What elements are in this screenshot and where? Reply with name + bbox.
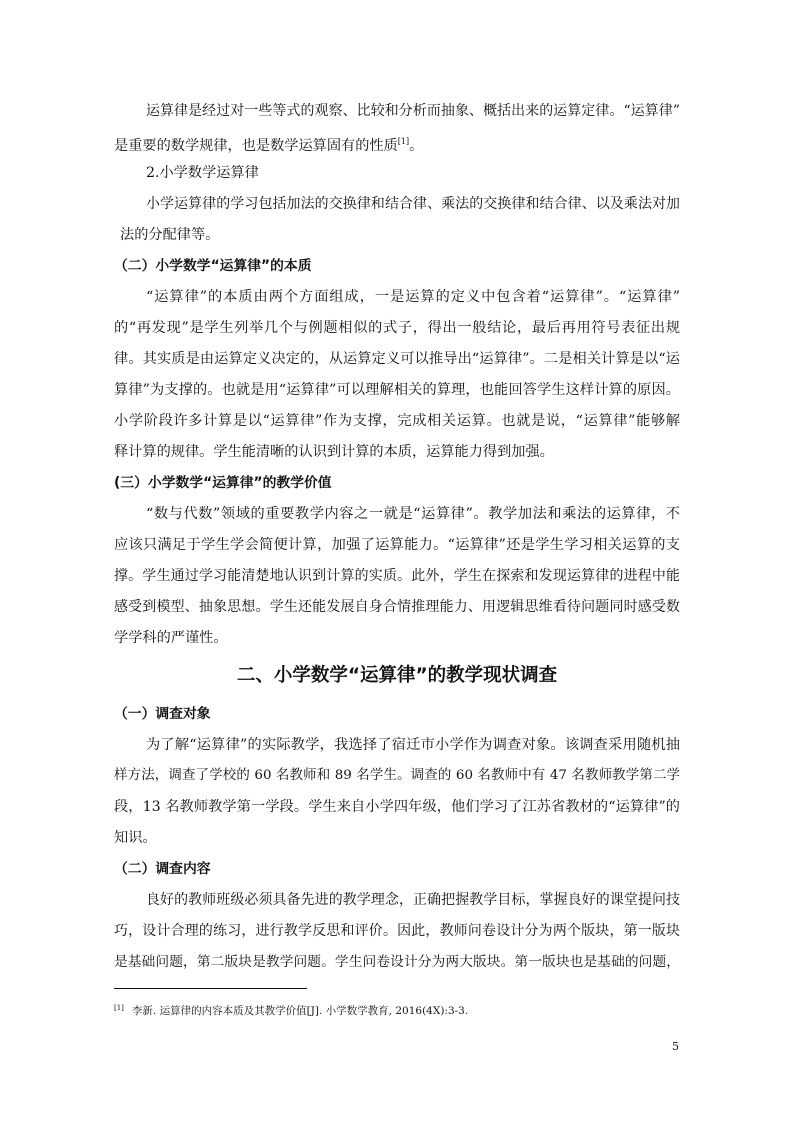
paragraph-line: 段，13 名教师教学第一学段。学生来自小学四年级，他们学习了江苏省教材的“运算律”的 bbox=[114, 799, 680, 815]
paragraph-line: “数与代数”领域的重要教学内容之一就是“运算律”。教学加法和乘法的运算律，不 bbox=[146, 506, 680, 522]
paragraph-line: 知识。 bbox=[114, 830, 157, 846]
chapter-title: 二、小学数学“运算律”的教学现状调查 bbox=[236, 665, 558, 686]
page-number: 5 bbox=[672, 1040, 679, 1053]
paragraph-line: 运算律是经过对一些等式的观察、比较和分析而抽象、概括出来的运算定律。“运算律” bbox=[146, 103, 680, 119]
paragraph-text: 。 bbox=[409, 138, 424, 154]
paragraph-line: 感受到模型、抽象思想。学生还能发展自身合情推理能力、用逻辑思维看待问题同时感受数 bbox=[114, 599, 680, 615]
subsection-title: 2.小学数学运算律 bbox=[146, 165, 259, 181]
footnote bbox=[114, 1000, 468, 1019]
paragraph-text: 是重要的数学规律，也是数学运算固有的性质 bbox=[114, 138, 398, 154]
paragraph-line: 为了解“运算律”的实际教学，我选择了宿迁市小学作为调查对象。该调查采用随机抽 bbox=[146, 737, 680, 753]
paragraph-line: 小学阶段许多计算是以“运算律”作为支撑，完成相关运算。也就是说，“运算律”能够解 bbox=[114, 413, 680, 429]
paragraph-line: 律。其实质是由运算定义决定的，从运算定义可以推导出“运算律”。二是相关计算是以“运 bbox=[114, 351, 680, 367]
section-heading: （二）小学数学“运算律”的本质 bbox=[114, 258, 312, 274]
footnote-divider bbox=[114, 988, 307, 989]
paragraph-line: 小学运算律的学习包括加法的交换律和结合律、乘法的交换律和结合律、以及乘法对加 bbox=[146, 196, 680, 212]
paragraph-line: 算律”为支撑的。也就是用“运算律”可以理解相关的算理，也能回答学生这样计算的原因。 bbox=[114, 382, 680, 398]
footnote-mark: [1] bbox=[114, 1004, 124, 1012]
paragraph-line: 良好的教师班级必须具备先进的教学理念，正确把握教学目标，掌握良好的课堂提问技 bbox=[146, 892, 680, 908]
paragraph-line: 撑。学生通过学习能清楚地认识到计算的实质。此外，学生在探索和发现运算律的进程中能 bbox=[114, 568, 680, 584]
paragraph-line: 的“再发现”是学生列举几个与例题相似的式子，得出一般结论，最后再用符号表征出规 bbox=[114, 320, 680, 336]
paragraph-line: 应该只满足于学生学会简便计算，加强了运算能力。“运算律”还是学生学习相关运算的支 bbox=[114, 537, 680, 553]
section-heading: (三）小学数学“运算律”的教学价值 bbox=[114, 475, 332, 491]
paragraph-line: “运算律”的本质由两个方面组成，一是运算的定义中包含着“运算律”。“运算律” bbox=[146, 289, 680, 305]
paragraph-line bbox=[114, 132, 423, 156]
paragraph-line: 法的分配律等。 bbox=[120, 227, 220, 243]
paragraph-line: 巧，设计合理的练习，进行教学反思和评价。因此，教师问卷设计分为两个版块，第一版块 bbox=[114, 923, 680, 939]
paragraph-line: 学学科的严谨性。 bbox=[114, 630, 228, 646]
citation-mark: [1] bbox=[397, 137, 410, 146]
paragraph-line: 是基础问题，第二版块是教学问题。学生问卷设计分为两大版块。第一版块也是基础的问题， bbox=[114, 954, 680, 970]
paragraph-line: 样方法，调查了学校的 60 名教师和 89 名学生。调查的 60 名教师中有 47 名教师教学第二学 bbox=[114, 768, 680, 783]
section-heading: （一）调查对象 bbox=[114, 706, 211, 722]
section-heading: （二）调查内容 bbox=[114, 861, 211, 877]
paragraph-line: 释计算的规律。学生能清晰的认识到计算的本质，运算能力得到加强。 bbox=[114, 444, 554, 460]
footnote-text: 李新. 运算律的内容本质及其教学价值[J]. 小学数学教育, 2016(4X):3-3. bbox=[131, 1005, 469, 1017]
